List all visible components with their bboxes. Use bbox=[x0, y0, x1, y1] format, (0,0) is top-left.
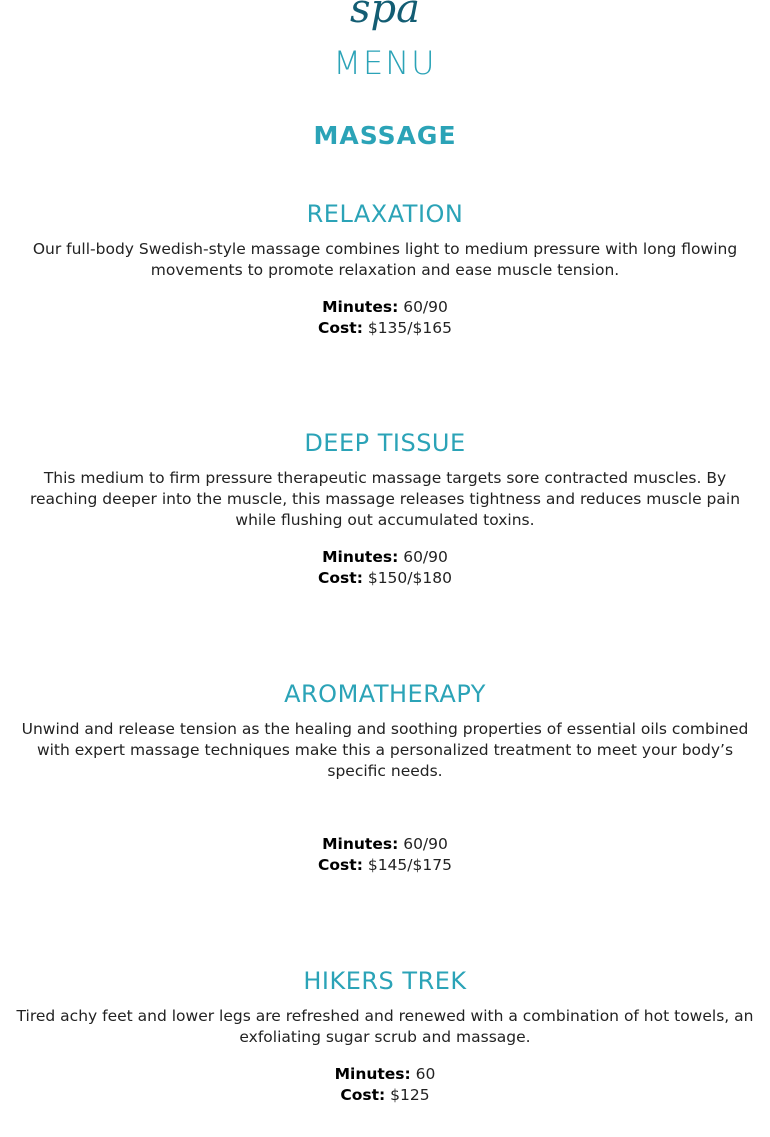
minutes-label: Minutes: bbox=[322, 548, 399, 566]
service-title: DEEP TISSUE bbox=[304, 429, 466, 457]
cost-value: $125 bbox=[390, 1086, 430, 1104]
cost-line bbox=[0, 855, 770, 876]
spa-logo bbox=[0, 0, 770, 41]
minutes-label: Minutes: bbox=[334, 1065, 411, 1083]
service-aromatherapy bbox=[0, 679, 770, 876]
service-description: This medium to firm pressure therapeutic massage targets sore contracted muscles. By reaching deeper into the muscle, this massage releases tightness and reduces muscle pain while flushing out accumulated toxins. bbox=[29, 469, 741, 529]
minutes-label: Minutes: bbox=[322, 298, 399, 316]
service-details bbox=[0, 1064, 770, 1106]
minutes-value: 60/90 bbox=[403, 298, 448, 316]
cost-value: $145/$175 bbox=[367, 856, 452, 874]
service-details bbox=[0, 547, 770, 589]
cost-label: Cost: bbox=[340, 1086, 386, 1104]
cost-value: $135/$165 bbox=[367, 319, 452, 337]
cost-label: Cost: bbox=[318, 856, 363, 874]
service-deep-tissue bbox=[0, 428, 770, 589]
service-title: AROMATHERAPY bbox=[284, 680, 486, 708]
svg-text:spa: spa bbox=[350, 0, 420, 32]
minutes-value: 60/90 bbox=[403, 835, 448, 853]
minutes-line bbox=[0, 834, 770, 855]
page-title: MENU bbox=[333, 44, 437, 82]
cost-line bbox=[0, 1085, 770, 1106]
cost-line bbox=[0, 568, 770, 589]
section-title-massage: MASSAGE bbox=[313, 121, 457, 150]
cost-line bbox=[0, 318, 770, 339]
minutes-line bbox=[0, 297, 770, 318]
service-details bbox=[0, 297, 770, 339]
service-title: RELAXATION bbox=[306, 200, 464, 228]
cost-value: $150/$180 bbox=[367, 569, 452, 587]
minutes-line bbox=[0, 1064, 770, 1085]
service-description: Tired achy feet and lower legs are refreshed and renewed with a combination of hot towels, an exfoliating sugar scrub and massage. bbox=[16, 1007, 754, 1046]
minutes-line bbox=[0, 547, 770, 568]
cost-label: Cost: bbox=[318, 319, 363, 337]
service-details bbox=[0, 834, 770, 876]
service-description: Our full-body Swedish-style massage combines light to medium pressure with long flowing movements to promote relaxation and ease muscle tension. bbox=[32, 240, 738, 279]
cost-label: Cost: bbox=[318, 569, 363, 587]
minutes-label: Minutes: bbox=[322, 835, 399, 853]
minutes-value: 60 bbox=[415, 1065, 436, 1083]
service-title: HIKERS TREK bbox=[303, 967, 467, 995]
service-description: Unwind and release tension as the healing and soothing properties of essential oils combined with expert massage techniques make this a personalized treatment to meet your body’s specific needs. bbox=[21, 720, 749, 780]
service-relaxation bbox=[0, 199, 770, 339]
service-hikers-trek bbox=[0, 966, 770, 1106]
spa-logo-script bbox=[345, 0, 425, 36]
minutes-value: 60/90 bbox=[403, 548, 448, 566]
